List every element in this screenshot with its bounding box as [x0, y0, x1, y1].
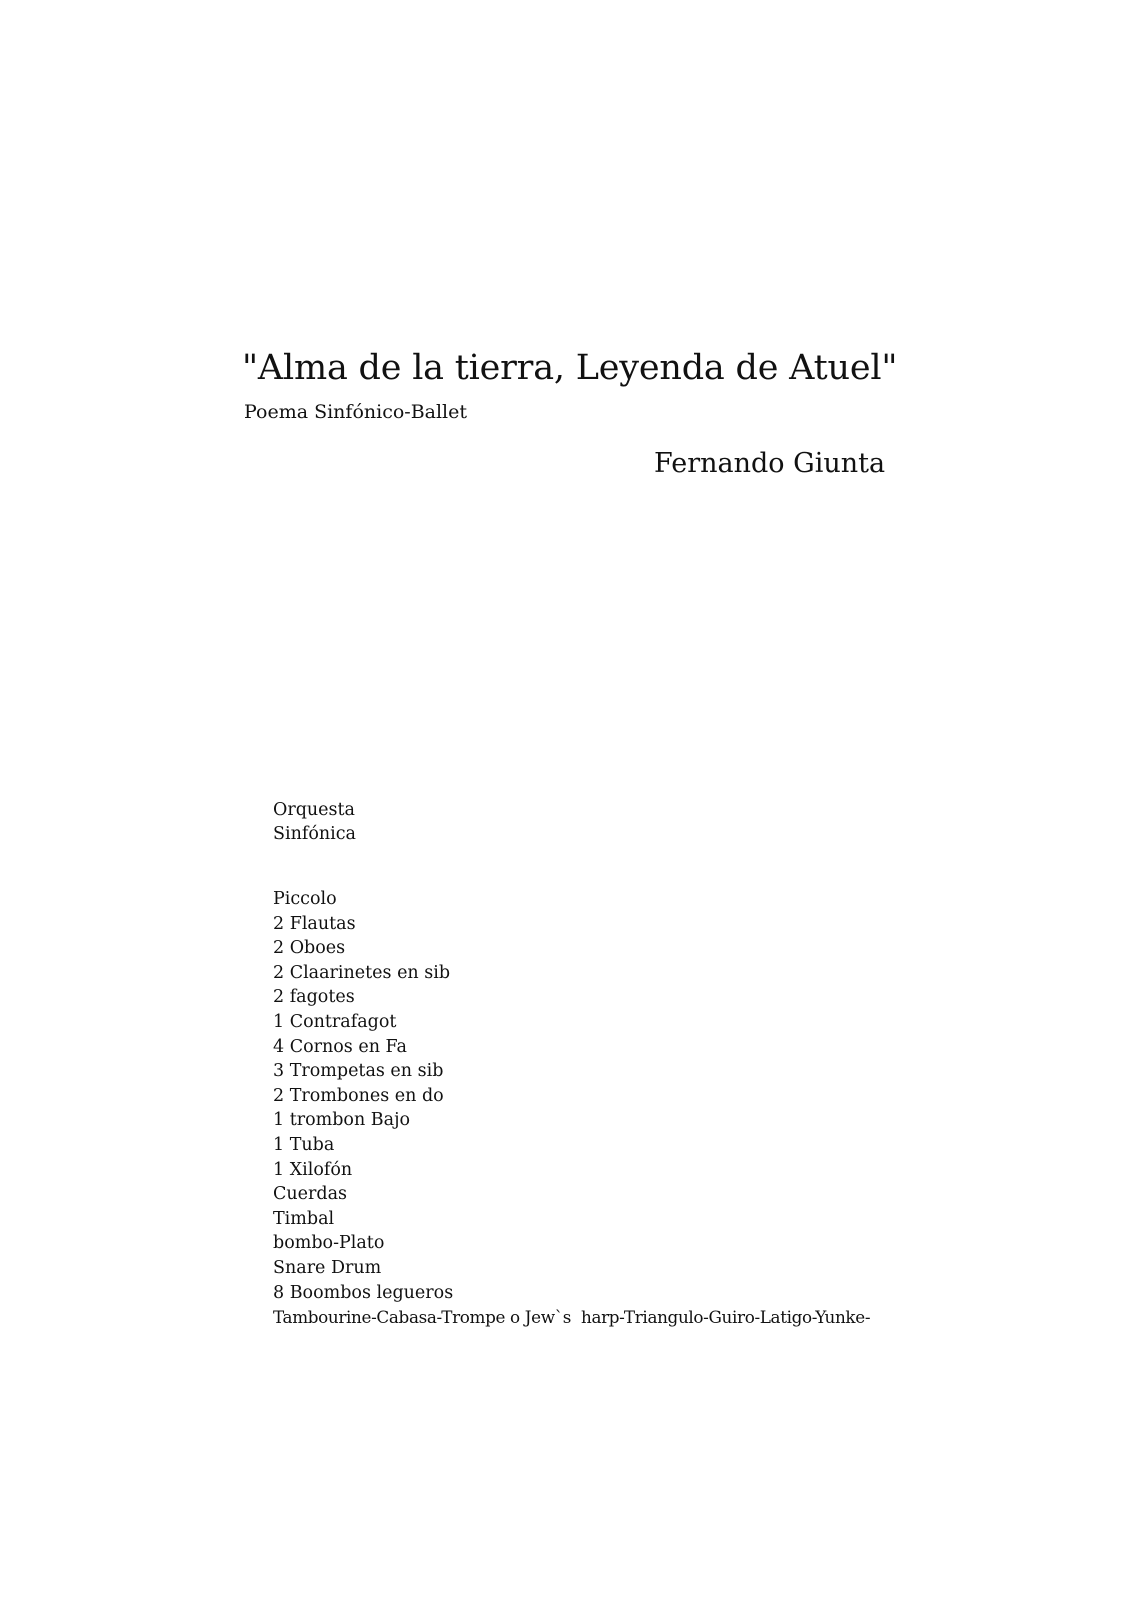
instrument-item: Snare Drum — [273, 1257, 382, 1278]
instrument-item: bombo-Plato — [273, 1233, 385, 1254]
percussion-extras-item: Tambourine-Cabasa-Trompe o Jew`s harp-Triangulo-Guiro-Latigo-Yunke- — [273, 1307, 871, 1328]
instrument-item: Timbal — [273, 1208, 335, 1229]
instrument-item: 2 fagotes — [273, 987, 355, 1008]
instrument-item: 1 trombon Bajo — [273, 1110, 411, 1131]
instrument-item: 2 Flautas — [273, 913, 356, 934]
ensemble-label — [273, 798, 356, 846]
instrument-item: 1 Tuba — [273, 1134, 335, 1155]
instrument-item: 1 Xilofón — [273, 1159, 353, 1180]
instrument-item: Cuerdas — [273, 1184, 347, 1205]
instrument-item: 4 Cornos en Fa — [273, 1036, 407, 1057]
instrument-item: 8 Boombos legueros — [273, 1282, 454, 1303]
instrument-item: 2 Oboes — [273, 938, 346, 959]
instrumentation-list — [273, 887, 870, 1330]
instrument-item: 2 Claarinetes en sib — [273, 962, 451, 983]
instrument-item: 1 Contrafagot — [273, 1011, 397, 1032]
instrument-item: 2 Trombones en do — [273, 1085, 444, 1106]
instrument-item: 3 Trompetas en sib — [273, 1061, 444, 1082]
piece-title: "Alma de la tierra, Leyenda de Atuel" — [242, 348, 898, 388]
ensemble-line-1: Orquesta — [273, 800, 355, 820]
ensemble-line-2: Sinfónica — [273, 824, 356, 844]
composer-name: Fernando Giunta — [654, 448, 886, 479]
instrument-item: Piccolo — [273, 889, 337, 909]
piece-subtitle: Poema Sinfónico-Ballet — [244, 401, 468, 423]
